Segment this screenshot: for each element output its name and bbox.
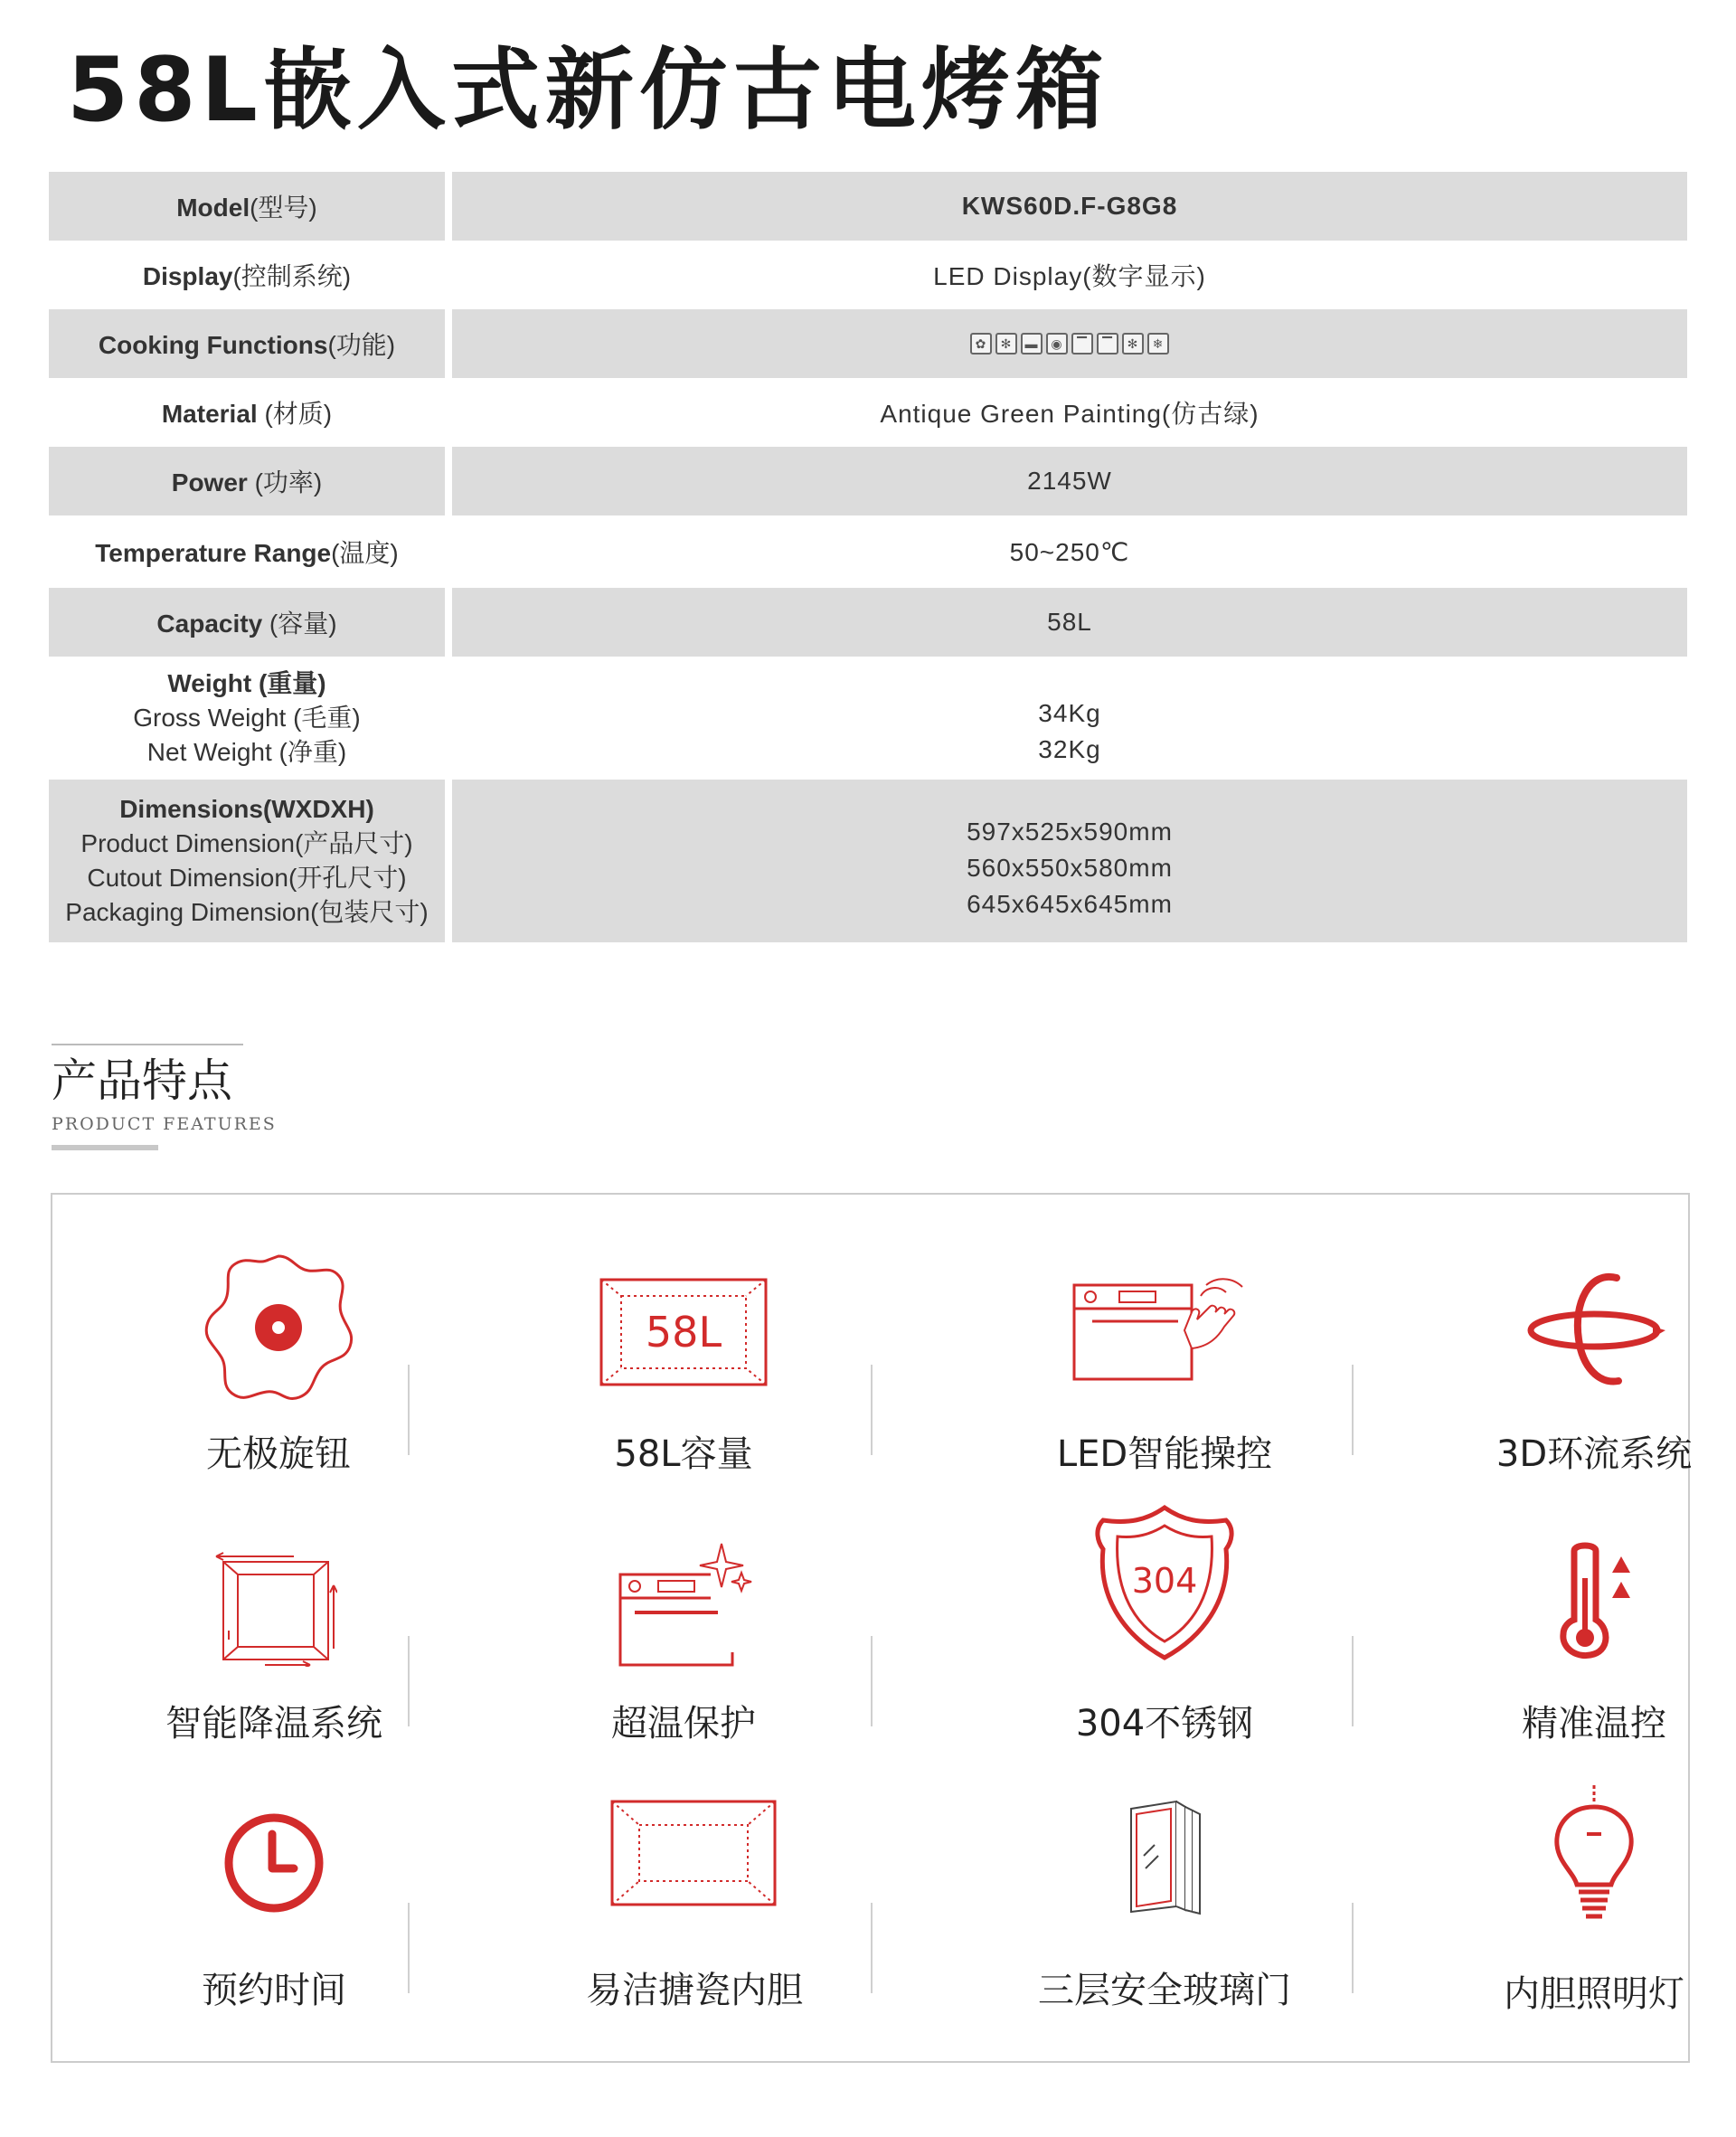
heading-top-line [52,1044,243,1045]
stainless-shield-icon [1083,1502,1246,1665]
page-title: 58L嵌入式新仿古电烤箱 [67,39,1109,142]
grill-icon: ▔ [1097,333,1118,355]
spec-row-weight [49,657,1687,780]
spec-label-capacity: Capacity (容量) [49,588,445,657]
feature-label: 无极旋钮 [206,1433,351,1475]
spec-label-display: Display(控制系统) [142,262,352,290]
feature-item [1395,1787,1736,2022]
features-panel [51,1193,1693,2063]
spec-label-weight: Weight (重量) Gross Weight (毛重) Net Weight (净重) [133,669,361,766]
spec-row-material [49,378,1687,447]
function-icons [970,333,1169,355]
spec-row-capacity [49,588,1687,657]
feature-label: 超温保护 [611,1703,756,1745]
spec-row-functions [49,309,1687,378]
spec-value-weight: 34Kg 32Kg [1038,699,1101,763]
spec-label-model: Model(型号) [49,172,445,241]
feature-item [966,1502,1363,1745]
feature-label: 3D环流系统 [1495,1433,1693,1475]
spec-table [49,172,1687,942]
feature-label: LED智能操控 [1056,1433,1273,1475]
feature-item [75,1787,473,2022]
feature-item [485,1520,882,1755]
feature-label: 58L容量 [614,1433,753,1475]
top-heat-icon: ▔ [1071,333,1093,355]
spec-row-dimensions [49,780,1687,942]
svg-text:58L: 58L [645,1308,722,1357]
feature-label: 精准温控 [1522,1703,1666,1745]
feature-label: 内胆照明灯 [1504,1973,1684,2015]
capacity-icon [598,1276,769,1394]
spec-label-dimensions: Dimensions(WXDXH) Product Dimension(产品尺寸) Cutout Dimension(开孔尺寸) Packaging Dimension(包装尺寸) [49,780,445,942]
spec-row-display [49,241,1687,309]
feature-item [966,1787,1363,2022]
heading-underline [52,1145,158,1150]
svg-text:304: 304 [1131,1561,1198,1601]
spec-value-temperature: 50~250℃ [1009,537,1130,566]
fan-bottom-icon: ✻ [1122,333,1144,355]
fan-grill-icon: ✿ [970,333,992,355]
spec-value-power: 2145W [452,447,1687,515]
feature-label: 智能降温系统 [165,1703,382,1745]
feature-label: 三层安全玻璃门 [1038,1970,1291,2011]
feature-item [485,1249,882,1484]
feature-item [495,1787,893,2022]
feature-item [80,1249,477,1484]
spec-label-material: Material (材质) [161,400,333,428]
airflow-3d-icon [1517,1267,1671,1394]
features-subtitle: PRODUCT FEATURES [52,1114,277,1134]
thermometer-icon [1540,1542,1648,1659]
bottom-heat-icon: ▬ [1021,333,1043,355]
spec-value-dimensions: 597x525x590mm 560x550x580mm 645x645x645mm [452,780,1687,942]
spec-value-display: LED Display(数字显示) [933,262,1206,290]
top-fan-icon: ✻ [995,333,1017,355]
fan-ring-icon: ◉ [1046,333,1068,355]
spec-value-functions [452,309,1687,378]
spec-value-material: Antique Green Painting(仿古绿) [880,400,1260,428]
spec-label-functions: Cooking Functions(功能) [49,309,445,378]
spec-value-model: KWS60D.F-G8G8 [452,172,1687,241]
overheat-protection-icon [611,1538,756,1674]
lamp-icon [1544,1783,1644,1928]
spec-label-temperature: Temperature Range(温度) [95,539,399,567]
features-heading [52,1044,277,1150]
feature-item [1395,1249,1736,1484]
feature-label: 304不锈钢 [1075,1703,1254,1745]
clock-icon [220,1809,328,1917]
feature-label: 预约时间 [202,1970,346,2011]
knob-icon [202,1249,355,1403]
features-title: 产品特点 [52,1054,232,1107]
spec-label-power: Power (功率) [49,447,445,515]
feature-label: 易洁搪瓷内胆 [586,1970,803,2011]
touch-control-icon [1065,1272,1264,1390]
feature-item [75,1520,473,1755]
spec-value-capacity: 58L [452,588,1687,657]
glass-door-icon [1124,1792,1205,1919]
spec-row-model [49,172,1687,241]
defrost-icon: ❄ [1147,333,1169,355]
spec-row-temperature [49,515,1687,588]
spec-row-power [49,447,1687,515]
cooling-icon [211,1549,337,1667]
feature-item [1395,1520,1736,1755]
enamel-cavity-icon [609,1798,780,1915]
feature-item [966,1249,1363,1484]
